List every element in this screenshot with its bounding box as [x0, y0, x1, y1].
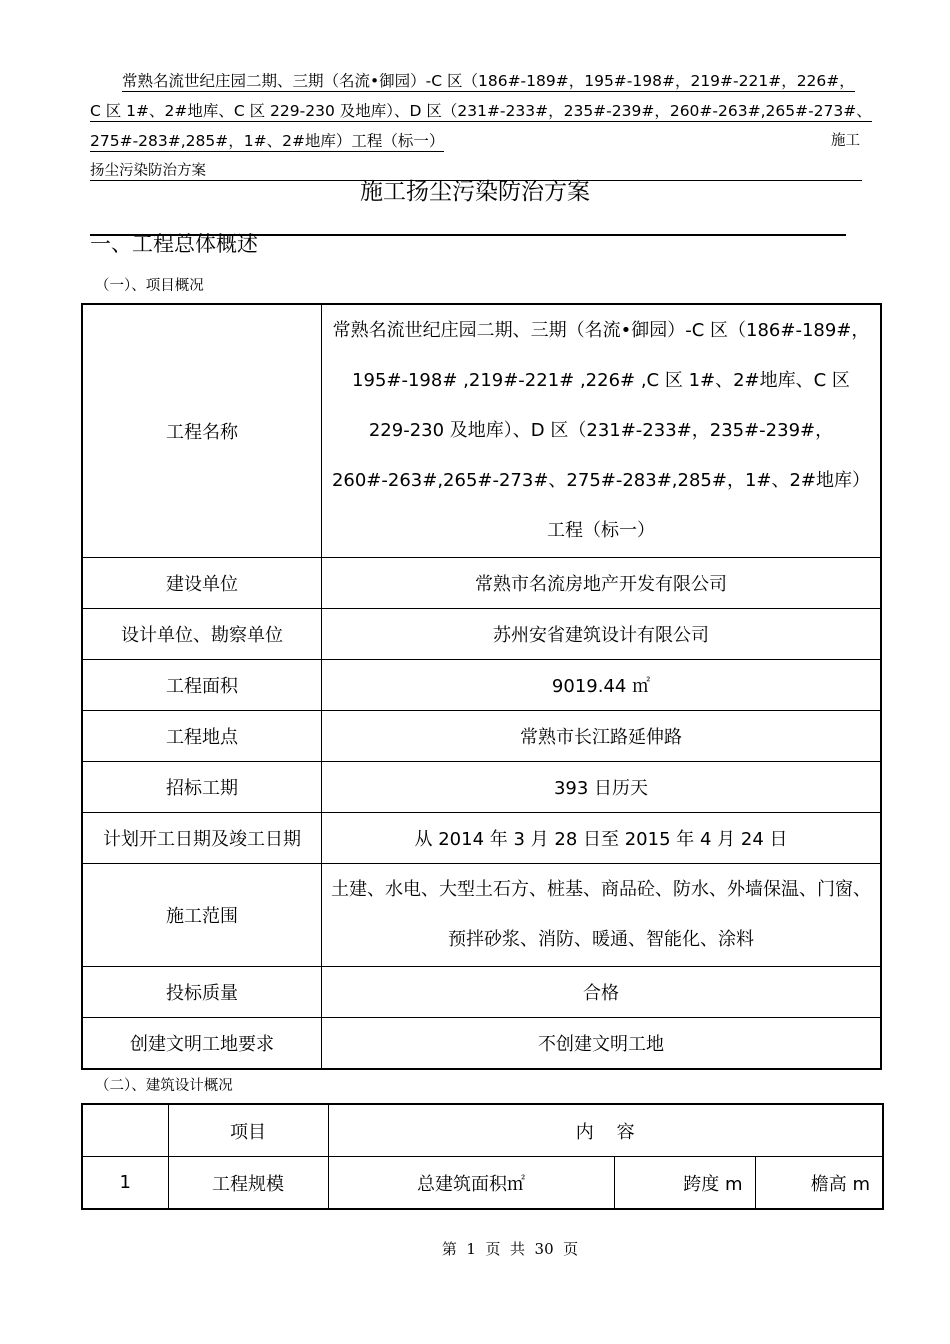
- row-label: 工程名称: [82, 304, 322, 558]
- row-label: 施工范围: [82, 864, 322, 967]
- table-row: [82, 1157, 883, 1210]
- row-number: 1: [82, 1157, 168, 1210]
- row-value: 393 日历天: [322, 762, 882, 813]
- header-line-3-right: 施工: [831, 133, 860, 149]
- row-label: 建设单位: [82, 558, 322, 609]
- row-label: 工程地点: [82, 711, 322, 762]
- table-row: [82, 813, 881, 864]
- row-value: 合格: [322, 967, 882, 1018]
- eave-height-cell: 檐高 m: [755, 1157, 883, 1210]
- row-label: 计划开工日期及竣工日期: [82, 813, 322, 864]
- row-label: 招标工期: [82, 762, 322, 813]
- row-label: 设计单位、勘察单位: [82, 609, 322, 660]
- table-row: [82, 660, 881, 711]
- row-item: 工程规模: [168, 1157, 328, 1210]
- page-footer: 第 1 页 共 30 页: [441, 1240, 579, 1258]
- page-header: [90, 66, 872, 186]
- subsection-title-2: （二）、建筑设计概况: [95, 1078, 233, 1094]
- table-row: [82, 967, 881, 1018]
- header-line-2: C 区 1#、2#地库、C 区 229-230 及地库）、D 区（231#-233#，235#-239#，260#-263#,265#-273#、: [90, 102, 872, 120]
- document-title: 施工扬尘污染防治方案: [360, 179, 590, 205]
- table-row: [82, 762, 881, 813]
- row-value: 常熟市长江路延伸路: [322, 711, 882, 762]
- table-row: [82, 1018, 881, 1069]
- header-content: 内 容: [328, 1104, 883, 1157]
- project-overview-table: [81, 303, 882, 1070]
- row-label: 创建文明工地要求: [82, 1018, 322, 1069]
- header-line-3: 275#-283#,285#，1#、2#地库）工程（标一） 施工: [90, 126, 862, 156]
- table-row: [82, 304, 881, 558]
- header-line-1: 常熟名流世纪庄园二期、三期（名流•御园）-C 区（186#-189#，195#-198#，219#-221#，226#，: [122, 72, 855, 90]
- table-row: [82, 711, 881, 762]
- row-value: 9019.44 ㎡: [322, 660, 882, 711]
- row-label: 投标质量: [82, 967, 322, 1018]
- header-item: 项目: [168, 1104, 328, 1157]
- row-value: 从 2014 年 3 月 28 日至 2015 年 4 月 24 日: [322, 813, 882, 864]
- row-value: 土建、水电、大型土石方、桩基、商品砼、防水、外墙保温、门窗、预拌砂浆、消防、暖通、智能化、涂料: [322, 864, 882, 967]
- row-value: 常熟名流世纪庄园二期、三期（名流•御园）-C 区（186#-189#，195#-198# ,219#-221# ,226# ,C 区 1#、2#地库、C 区 229-230 及地库）、D 区（231#-233#，235#-239#，260#-263#,265#-273#、275#-283#,285#，1#、2#地库）工程（标一）: [322, 304, 882, 558]
- row-value: 苏州安省建筑设计有限公司: [322, 609, 882, 660]
- total-area-cell: 总建筑面积㎡: [328, 1157, 614, 1210]
- row-value: 不创建文明工地: [322, 1018, 882, 1069]
- header-blank-cell: [82, 1104, 168, 1157]
- section-title: 一、工程总体概述: [90, 232, 258, 256]
- subsection-title-1: （一）、项目概况: [95, 278, 204, 294]
- table-header-row: [82, 1104, 883, 1157]
- span-cell: 跨度 m: [614, 1157, 755, 1210]
- row-value: 常熟市名流房地产开发有限公司: [322, 558, 882, 609]
- title-rule: [90, 234, 846, 236]
- table-row: [82, 609, 881, 660]
- building-design-table: [81, 1103, 884, 1210]
- table-row: [82, 558, 881, 609]
- table-row: [82, 864, 881, 967]
- row-label: 工程面积: [82, 660, 322, 711]
- header-line-4: 扬尘污染防治方案: [90, 163, 206, 179]
